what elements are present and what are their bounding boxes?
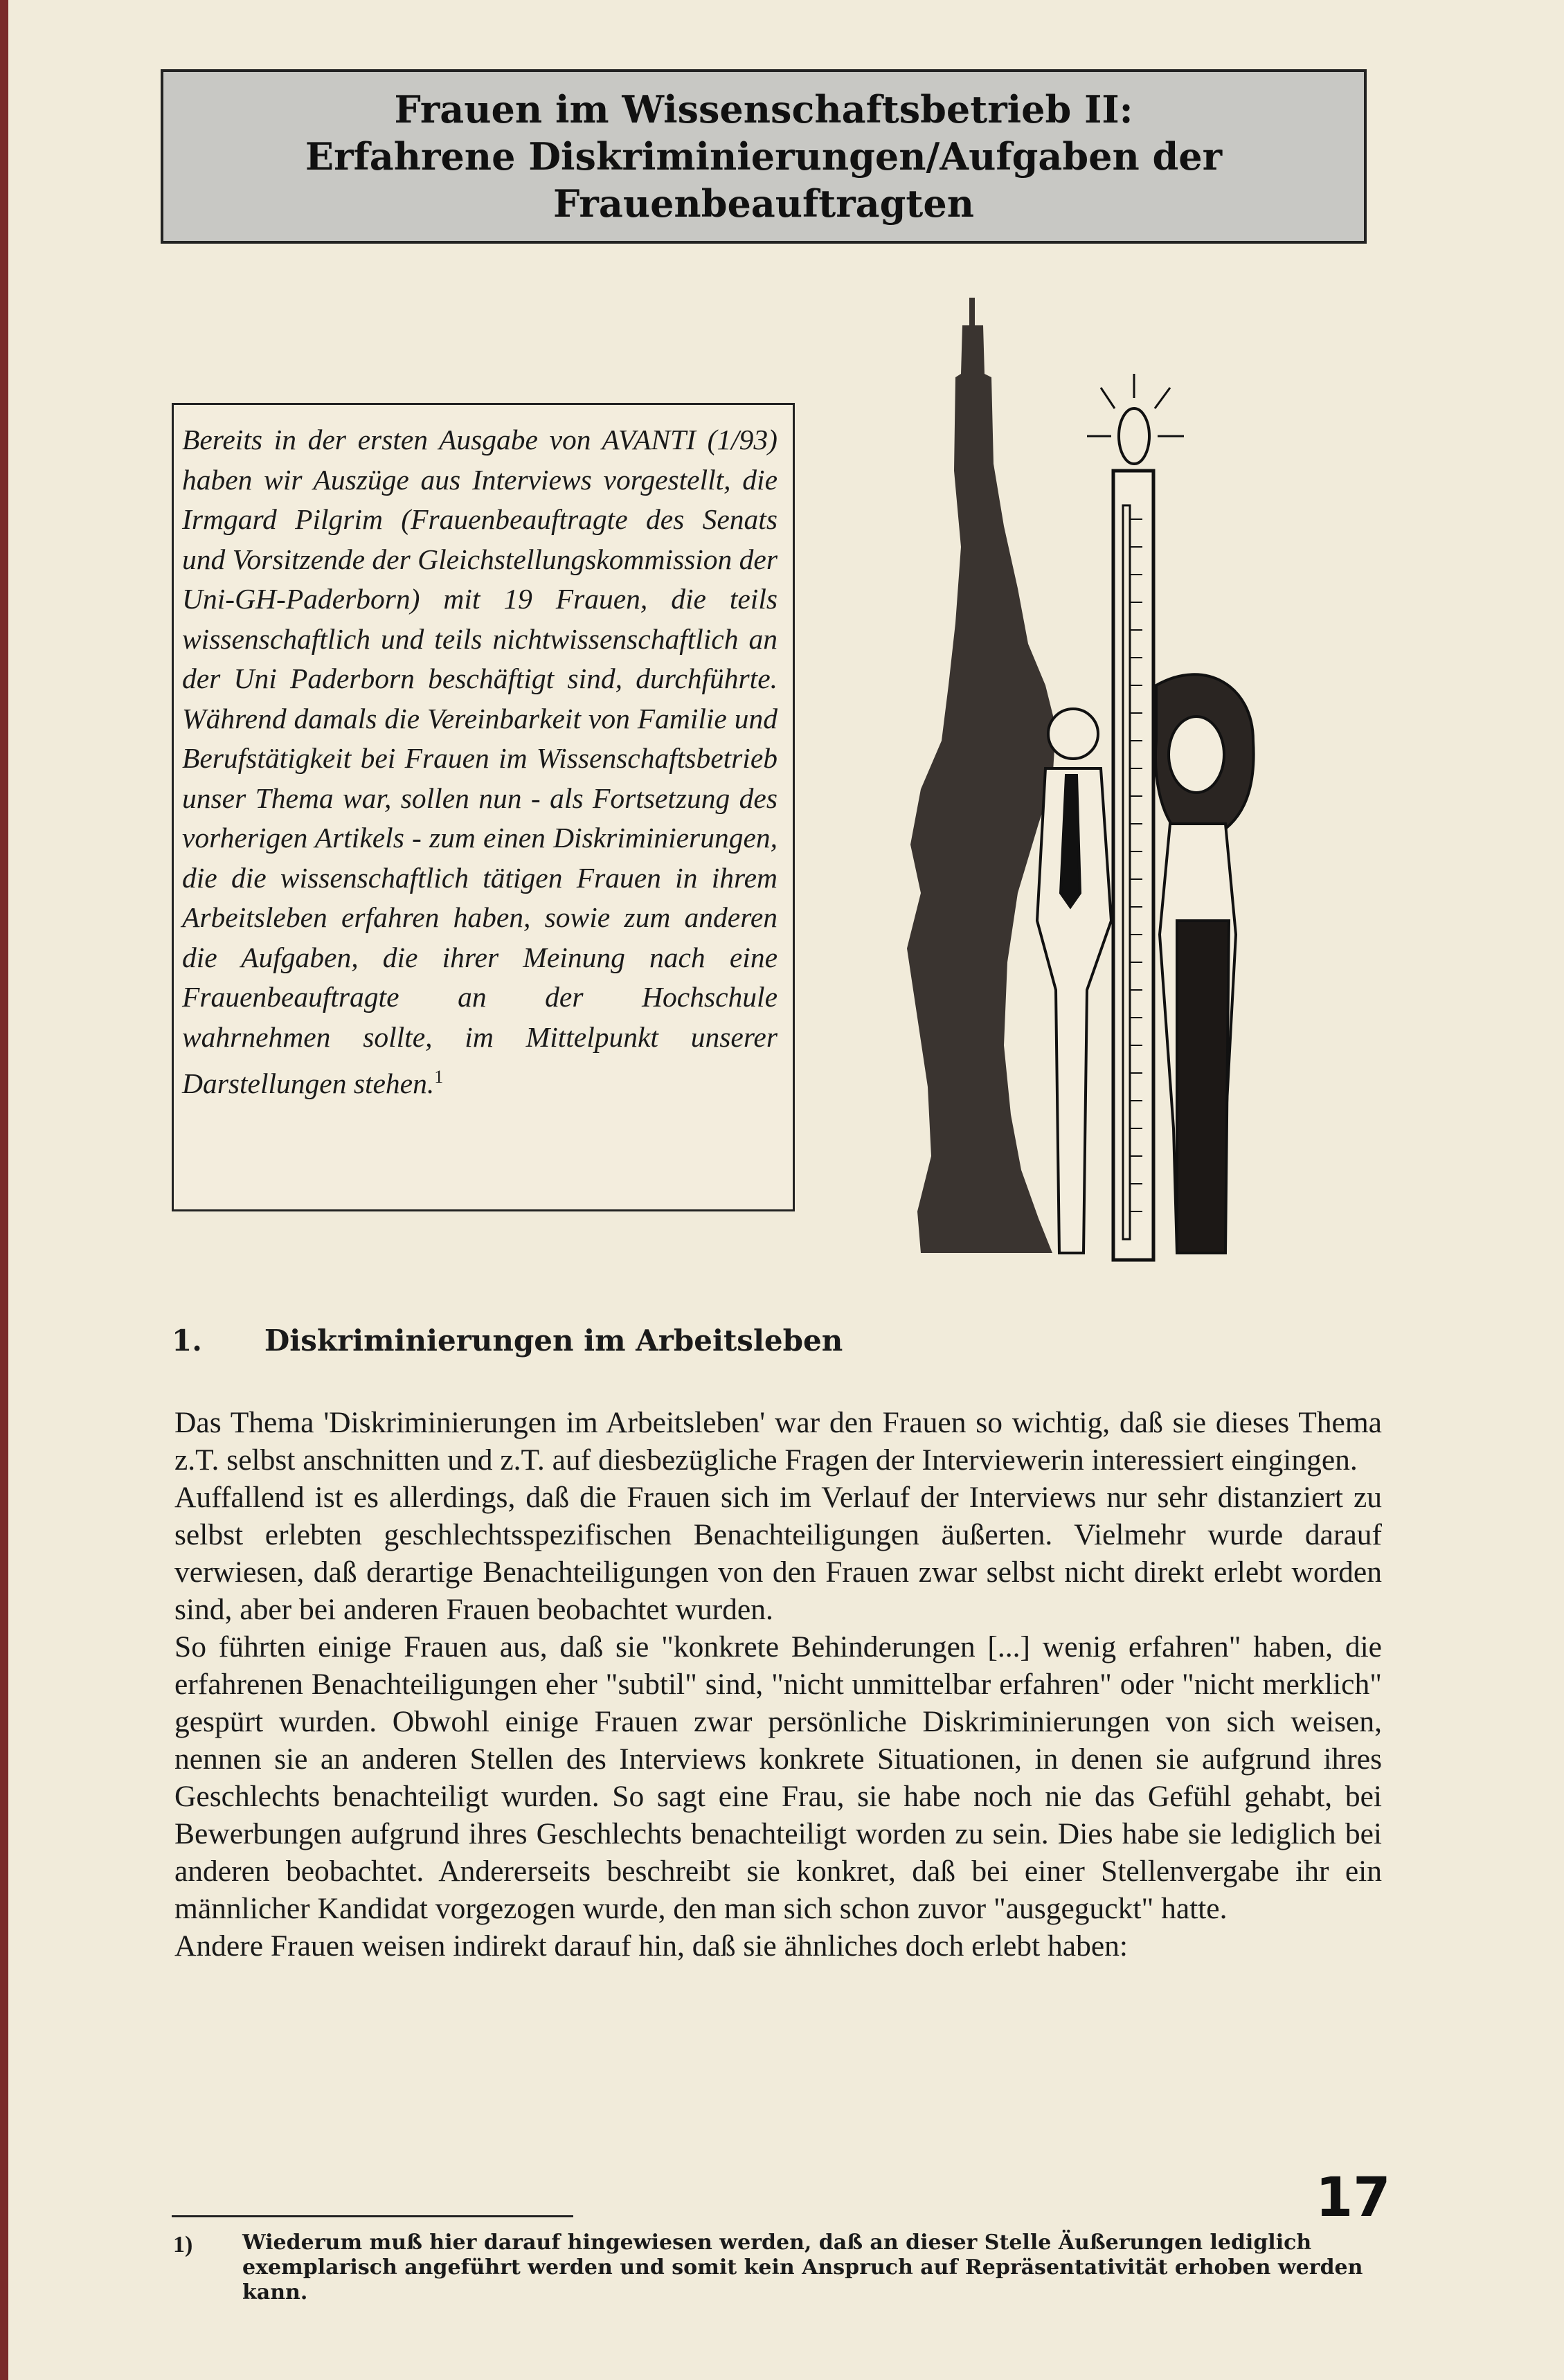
shadow-silhouette [907,325,1056,1253]
body-text [174,1404,1382,1965]
section-heading [172,1324,1383,1358]
page-title-line-2: Erfahrene Diskriminierungen/Aufgaben der [305,134,1223,179]
title-box [161,69,1367,244]
page-title-line-3: Frauenbeauftragten [552,181,974,226]
page-edge [0,0,8,2380]
man-figure [1037,709,1111,1253]
page-title-line-1: Frauen im Wissenschaftsbetrieb II: [394,87,1133,132]
cartoon-illustration [879,298,1267,1281]
page-number: 17 [1315,2167,1391,2229]
section-number: 1. [172,1324,202,1358]
flame [1119,408,1149,464]
footnote-ref: 1 [434,1067,444,1087]
paragraph-4: Andere Frauen weisen indirekt darauf hin, daß sie ähnliches doch erlebt haben: [174,1929,1129,1963]
section-title: Diskriminierungen im Arbeitsleben [264,1324,843,1358]
footnote-text: Wiederum muß hier darauf hingewiesen werden, daß an dieser Stelle Äußerungen lediglich exemplarisch angeführt werden und somit kein Anspruch auf Repräsentativität erhoben werden kann. [242,2230,1363,2305]
thermometer-body [1113,471,1153,1260]
footnote-number: 1) [173,2232,193,2257]
paragraph-2: Auffallend ist es allerdings, daß die Frauen sich im Verlauf der Interviews nur sehr distanziert zu selbst erlebten geschlechtsspezifischen Benachteiligungen äußerten. Vielmehr wurde darauf verwiesen, daß derartige Benachteiligungen von den Frauen zwar selbst nicht direkt erlebt worden sind, aber bei anderen Frauen beobachtet wurden. [174,1481,1382,1626]
paragraph-3: So führten einige Frauen aus, daß sie "konkrete Behinderungen [...] wenig erfahren" haben, die erfahrenen Benachteiligungen eher "subtil" sind, "nicht unmittelbar erfahren" oder "nicht merklich" gespürt wurden. Obwohl einige Frauen zwar persönliche Diskriminierungen von sich weisen, nennen sie an anderen Stellen des Interviews konkrete Situationen, in denen sie aufgrund ihres Geschlechts benachteiligt wurden. So sagt eine Frau, sie habe noch nie das Gefühl gehabt, bei Bewerbungen aufgrund ihres Geschlechts benachteiligt worden zu sein. Dies habe sie lediglich bei anderen beobachtet. Andererseits beschreibt sie konkret, daß bei einer Stellenvergabe ihr ein männlicher Kandidat vorgezogen wurde, den man sich schon zuvor "ausgeguckt" hatte. [174,1630,1382,1925]
intro-box [172,403,795,1211]
woman-figure [1156,674,1254,1253]
flame-rays [1087,374,1184,436]
candle-wick [969,298,975,327]
intro-text-body: Bereits in der ersten Ausgabe von AVANTI (1/93) haben wir Auszüge aus Interviews vorgestellt, die Irmgard Pilgrim (Frauenbeauftragte des Senats und Vorsitzende der Gleichstellungskommission der Uni-GH-Paderborn) mit 19 Frauen, die teils wissenschaftlich und teils nichtwissenschaftlich an der Uni Paderborn beschäftigt sind, durchführte. Während damals die Vereinbarkeit von Familie und Berufstätigkeit bei Frauen im Wissenschaftsbetrieb unser Thema war, sollen nun - als Fortsetzung des vorherigen Artikels - zum einen Diskriminierungen, die die wissenschaftlich tätigen Frauen in ihrem Arbeitsleben erfahren haben, sowie zum anderen die Aufgaben, die ihrer Meinung nach eine Frauenbeauftragte an der Hochschule wahrnehmen sollte, im Mittelpunkt unserer Darstellungen stehen. [182,424,777,1099]
footnote-divider [172,2215,573,2217]
paragraph-1: Das Thema 'Diskriminierungen im Arbeitsleben' war den Frauen so wichtig, daß sie dieses Thema z.T. selbst anschnitten und z.T. auf diesbezügliche Fragen der Interviewerin interessiert eingingen. [174,1406,1382,1477]
intro-text [182,420,777,1103]
